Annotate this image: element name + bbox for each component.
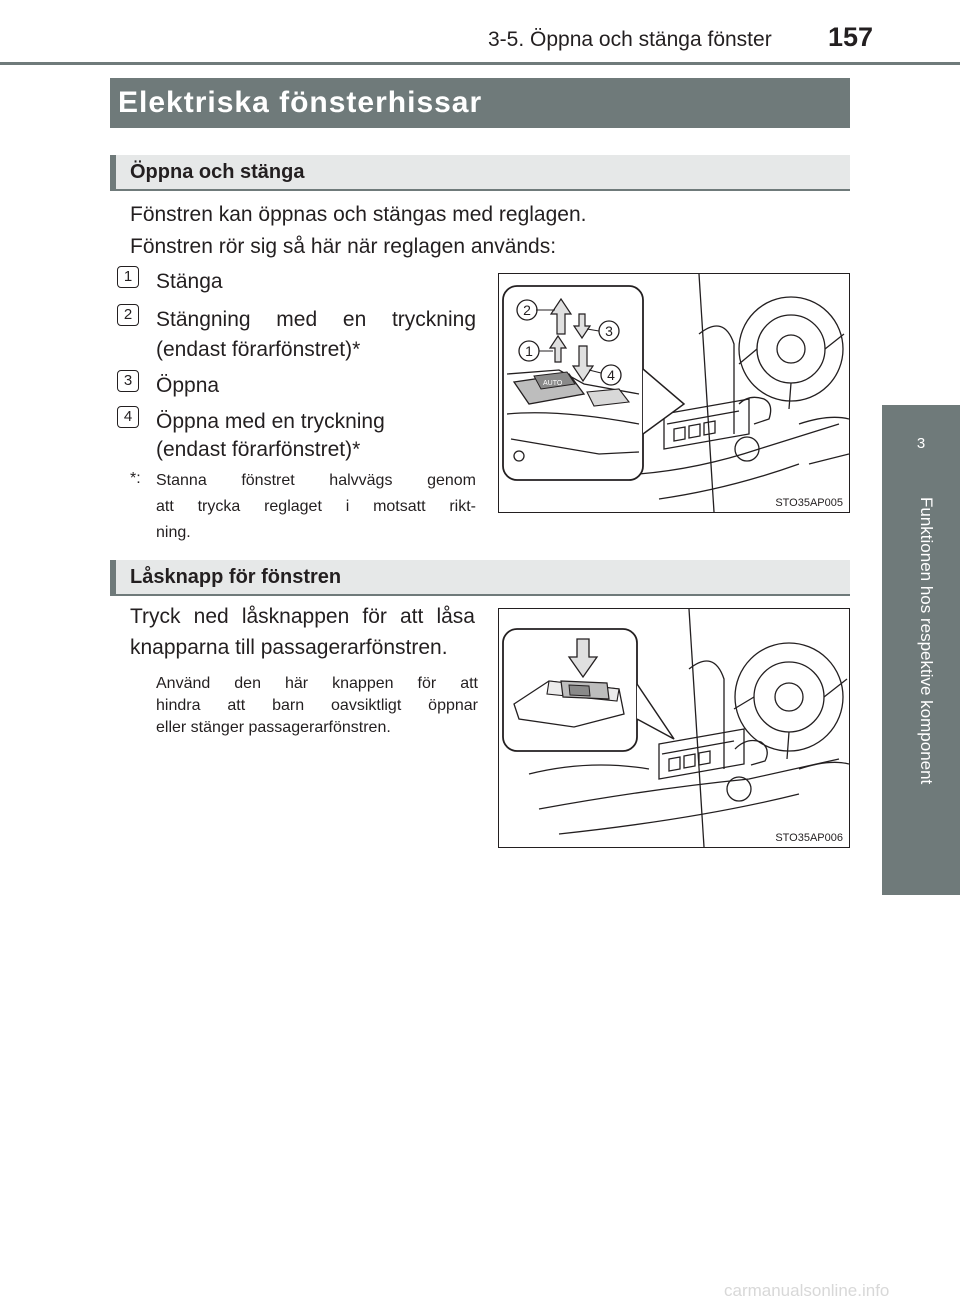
figure-illustration [499,609,849,847]
item-number-badge: 3 [117,370,139,392]
item-number-badge: 4 [117,406,139,428]
list-item-text: (endast förarfönstret)* [156,338,361,361]
list-item-text: Öppna [156,374,220,397]
watermark: carmanualsonline.info [724,1281,890,1300]
auto-label: AUTO [543,380,563,387]
chapter-label: Funktionen hos respektive komponent [917,497,936,785]
lock-body-line: Tryck ned låsknappen för att låsa [130,605,475,628]
footnote-line: Stanna fönstret halvvägs genom [156,472,476,489]
callout-text: 2 [523,302,531,318]
callout-text: 1 [525,343,533,359]
callout-text: 4 [607,367,615,383]
footnote-line: ning. [156,524,191,541]
heading-accent [110,155,116,189]
section-heading-label: Öppna och stänga [130,161,305,183]
lock-body-line: knapparna till passagerarfönstren. [130,636,448,659]
header-section-title: 3-5. Öppna och stänga fönster [488,28,772,51]
footnote-line: att trycka reglaget i motsatt rikt- [156,498,476,515]
list-item-text: Stängning med en tryckning [156,308,476,331]
intro-line: Fönstren rör sig så här när reglagen används: [130,235,557,258]
list-item-text: Stänga [156,270,223,293]
list-item-text: (endast förarfönstret)* [156,438,361,461]
heading-accent [110,560,116,594]
lock-note-line: Använd den här knappen för att [156,675,478,692]
header-rule [0,62,960,65]
list-item-text: Öppna med en tryckning [156,410,385,433]
callout-text: 3 [605,323,613,339]
page-number: 157 [828,22,874,52]
footnote-mark: *: [130,470,141,487]
figure-code: STO35AP005 [775,497,843,509]
main-title-bar [110,78,850,128]
item-number-badge: 2 [117,304,139,326]
section-heading-window-lock [110,560,850,596]
lock-note-line: eller stänger passagerarfönstren. [156,719,391,736]
item-number-badge: 1 [117,266,139,288]
section-heading-label: Låsknapp för fönstren [130,566,342,588]
figure-window-switch [498,273,850,513]
chapter-number: 3 [916,435,926,452]
intro-line: Fönstren kan öppnas och stängas med reglagen. [130,203,587,226]
figure-window-lock [498,608,850,848]
figure-code: STO35AP006 [775,832,843,844]
figure-illustration [499,274,849,512]
lock-note-line: hindra att barn oavsiktligt öppnar [156,697,478,714]
section-heading-open-close [110,155,850,191]
main-title: Elektriska fönsterhissar [118,86,483,119]
